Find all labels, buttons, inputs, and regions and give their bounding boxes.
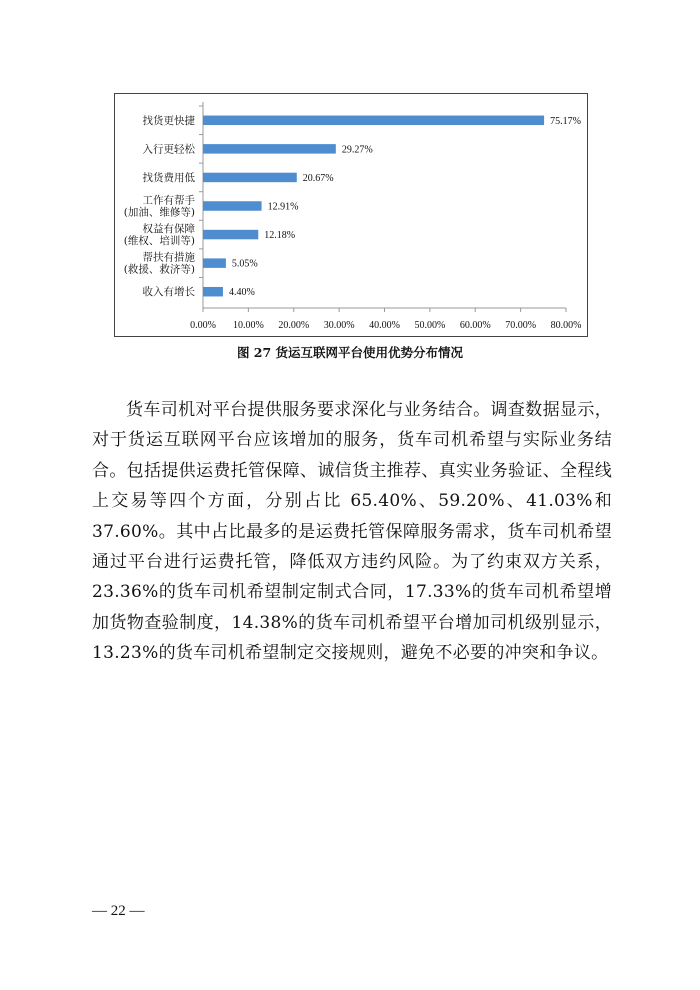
x-tick-label: 0.00% [190,320,216,331]
x-tick-label: 10.00% [232,320,264,331]
category-label: (维权、培训等) [123,235,195,248]
data-label: 75.17% [550,115,581,127]
data-label: 20.67% [302,172,334,184]
bar [203,116,544,126]
bar [203,201,262,211]
x-tick-label: 60.00% [459,320,491,331]
data-label: 4.40% [228,287,255,299]
category-label: 入行更轻松 [142,143,195,156]
category-label: 找货更快捷 [142,114,195,127]
chart-caption: 图 27 货运互联网平台使用优势分布情况 [236,345,464,360]
data-label: 5.05% [231,258,258,270]
body-paragraph: 货车司机对平台提供服务要求深化与业务结合。调查数据显示，对于货运互联网平台应该增加的服务，货车司机希望与实际业务结合。包括提供运费托管保障、诚信货主推荐、真实业务验证、全程线上交易等四个方面，分别占比 65.40%、59.20%、41.03%和 37.60%。其中占比最多的是运费托管保障服务需求，货车司机希望通过平台进行运费托管，降低双方违约风险。为了约束双方关系，23.36%的货车司机希望制定制式合同，17.33%的货车司机希望增加货物查验制度，14.38%的货车司机希望平台增加司机级别显示，13.23%的货车司机希望制定交接规则，避免不必要的冲突和争议。 [92,400,612,664]
category-label: (加油、维修等) [123,206,195,219]
x-tick-label: 50.00% [414,320,446,331]
bar [203,258,226,268]
chart-frame [114,93,588,337]
category-label: 工作有帮手 [142,194,195,207]
category-label: (救援、救济等) [123,263,195,276]
bar [203,287,223,297]
x-tick-label: 40.00% [369,320,400,331]
bar [203,144,336,154]
bar [203,230,258,240]
x-tick-label: 70.00% [505,320,537,331]
bar-chart [115,94,589,338]
page-number: — 22 — [92,903,145,919]
x-tick-label: 80.00% [550,320,582,331]
category-label: 收入有增长 [142,286,195,299]
x-tick-label: 20.00% [278,320,310,331]
bar [203,173,297,183]
data-label: 12.18% [264,230,296,242]
category-label: 帮扶有措施 [142,251,195,264]
category-label: 找货费用低 [142,171,195,184]
data-label: 12.91% [267,201,299,213]
data-label: 29.27% [341,144,373,156]
x-tick-label: 30.00% [323,320,355,331]
category-label: 权益有保障 [142,223,195,236]
